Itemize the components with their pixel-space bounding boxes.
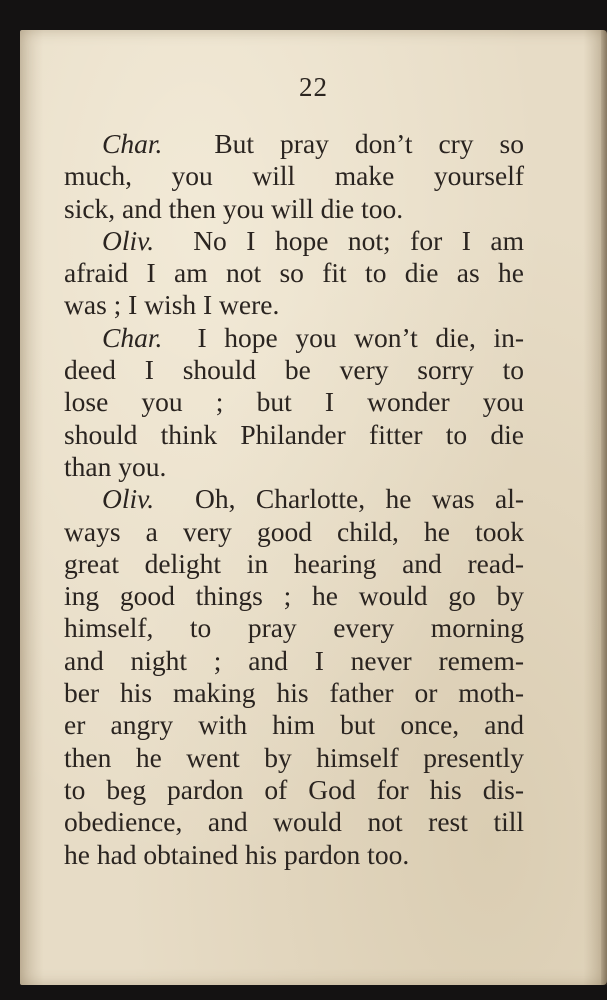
text-line: should think Philander fitter to die <box>64 418 524 450</box>
text-line: then he went by himself presently <box>64 741 524 773</box>
text-line: sick, and then you will die too. <box>64 192 404 224</box>
text-line: Char. But pray don’t cry so <box>102 128 524 159</box>
text-line: obedience, and would not rest till <box>64 806 524 838</box>
text-line: to beg pardon of God for his dis- <box>64 773 524 805</box>
text-line: much, you will make yourself <box>64 160 524 192</box>
speaker-label: Oliv. <box>102 483 155 515</box>
text-line: ing good things ; he would go by <box>64 580 524 612</box>
text-line: lose you ; but I wonder you <box>64 386 524 418</box>
text-line: deed I should be very sorry to <box>64 354 524 386</box>
text-line: and night ; and I never remem- <box>64 644 524 676</box>
text-line: er angry with him but once, and <box>64 709 524 741</box>
text-line: himself, to pray every morning <box>64 612 524 644</box>
speaker-label: Char. <box>102 321 163 353</box>
text-line: was ; I wish I were. <box>64 289 280 321</box>
text-line: Oliv. No I hope not; for I am <box>102 224 524 256</box>
page-number: 22 <box>299 72 328 102</box>
text-line: Char. I hope you won’t die, in- <box>102 321 525 353</box>
page-text <box>64 128 524 871</box>
speaker-label: Oliv. <box>102 224 155 256</box>
text-line: ber his making his father or moth- <box>64 677 524 709</box>
text-line: ways a very good child, he took <box>64 515 524 547</box>
text-line: great delight in hearing and read- <box>64 547 524 579</box>
speaker-label: Char. <box>102 128 163 159</box>
text-line: he had obtained his pardon too. <box>64 838 410 870</box>
book-page <box>20 30 607 985</box>
text-line: than you. <box>64 450 167 482</box>
text-line: afraid I am not so fit to die as he <box>64 257 524 289</box>
text-line: Oliv. Oh, Charlotte, he was al- <box>102 483 524 515</box>
